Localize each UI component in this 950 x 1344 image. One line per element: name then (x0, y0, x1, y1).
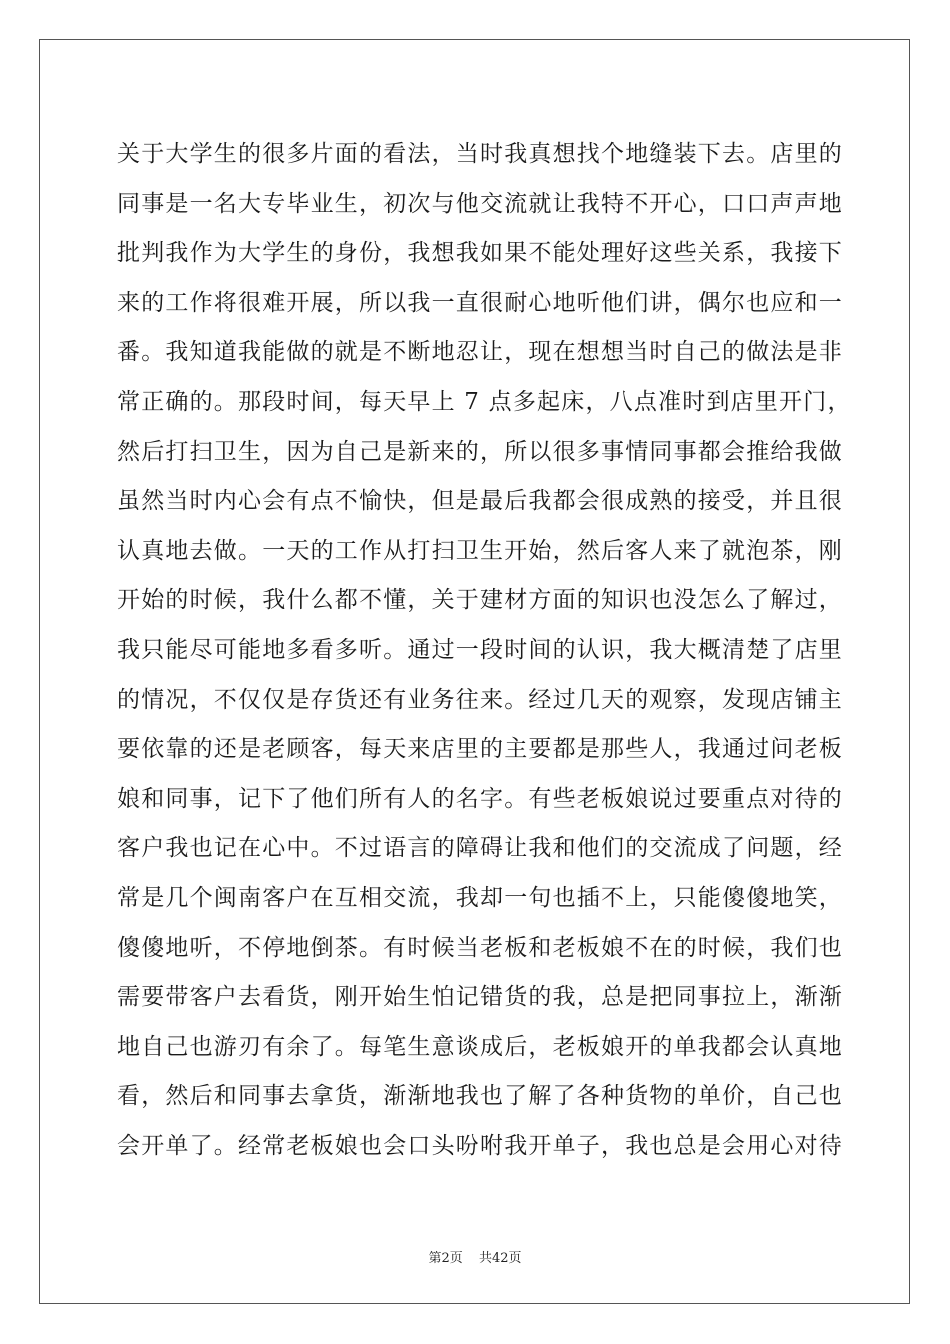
text-line-8: 虽然当时内心会有点不愉快，但是最后我都会很成熟的接受，并且很 (117, 488, 843, 515)
text-line-21: 会开单了。经常老板娘也会口头吩咐我开单子，我也总是会用心对待 (117, 1132, 843, 1159)
text-line-5: 番。我知道我能做的就是不断地忍让，现在想想当时自己的做法是非 (117, 339, 843, 366)
text-line-4: 来的工作将很难开展，所以我一直很耐心地听他们讲，偶尔也应和一 (117, 289, 843, 316)
text-line-14: 娘和同事，记下了他们所有人的名字。有些老板娘说过要重点对待的 (117, 785, 843, 812)
text-line-12: 的情况，不仅仅是存货还有业务往来。经过几天的观察，发现店铺主 (117, 686, 843, 713)
text-line-9: 认真地去做。一天的工作从打扫卫生开始，然后客人来了就泡茶，刚 (117, 537, 843, 564)
text-line-10: 开始的时候，我什么都不懂，关于建材方面的知识也没怎么了解过， (117, 587, 843, 614)
document-body (117, 130, 852, 1171)
text-line-15: 客户我也记在心中。不过语言的障碍让我和他们的交流成了问题，经 (117, 835, 843, 862)
text-line-2: 同事是一名大专毕业生，初次与他交流就让我特不开心，口口声声地 (117, 190, 843, 217)
text-line-18: 需要带客户去看货，刚开始生怕记错货的我，总是把同事拉上，渐渐 (117, 984, 843, 1011)
page-footer (0, 1247, 950, 1266)
text-line-16: 常是几个闽南客户在互相交流，我却一句也插不上，只能傻傻地笑， (117, 884, 843, 911)
text-line-19: 地自己也游刃有余了。每笔生意谈成后，老板娘开的单我都会认真地 (117, 1033, 843, 1060)
text-line-1: 关于大学生的很多片面的看法，当时我真想找个地缝装下去。店里的 (117, 141, 843, 167)
text-line-7: 然后打扫卫生，因为自己是新来的，所以很多事情同事都会推给我做 (117, 438, 843, 465)
text-line-20: 看，然后和同事去拿货，渐渐地我也了解了各种货物的单价，自己也 (117, 1083, 843, 1110)
text-line-6: 常正确的。那段时间，每天早上 7 点多起床，八点准时到店里开门， (117, 388, 852, 415)
page-number: 第2页 (428, 1251, 463, 1266)
page-total: 共42页 (478, 1251, 522, 1266)
text-line-13: 要依靠的还是老顾客，每天来店里的主要都是那些人，我通过问老板 (117, 736, 843, 763)
text-line-3: 批判我作为大学生的身份，我想我如果不能处理好这些关系，我接下 (117, 240, 843, 267)
text-line-17: 傻傻地听，不停地倒茶。有时候当老板和老板娘不在的时候，我们也 (117, 934, 843, 961)
text-line-11: 我只能尽可能地多看多听。通过一段时间的认识，我大概清楚了店里 (117, 636, 843, 663)
